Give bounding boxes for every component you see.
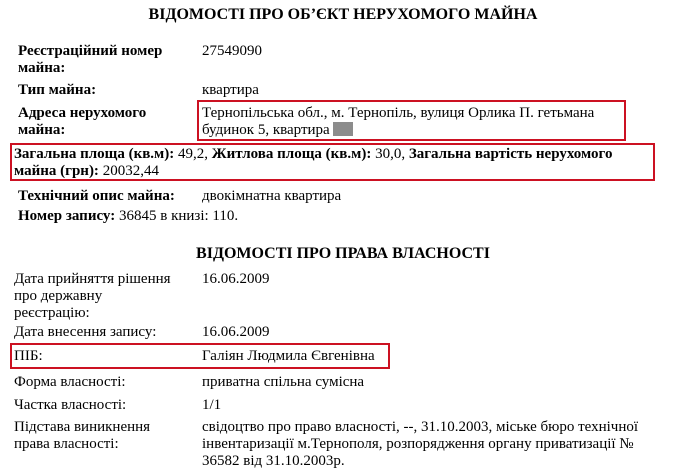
address-label: [18, 105, 146, 139]
basis-value-line1: свідоцтво про право власності, --, 31.10.2003, міське бюро технічної: [202, 419, 639, 435]
decision-date-label-line3: реєстрацію:: [14, 305, 90, 321]
basis-label-line2: права власності:: [14, 436, 119, 452]
tech-desc-label: Технічний опис майна:: [18, 188, 175, 204]
decision-date-label: [14, 271, 171, 322]
highlight-box-name: [10, 343, 390, 369]
living-area-label: Житлова площа (кв.м):: [211, 146, 372, 162]
total-area-label: Загальна площа (кв.м):: [14, 146, 175, 162]
highlight-box-address: [197, 100, 626, 141]
address-value-line1: Тернопільська обл., м. Тернопіль, вулиця Орлика П. гетьмана: [202, 105, 595, 121]
reg-number-label: [18, 43, 162, 77]
total-area-value: 49,2,: [178, 146, 209, 162]
reg-number-label-line2: майна:: [18, 60, 66, 76]
share-value: 1/1: [202, 397, 222, 413]
basis-value: [202, 419, 638, 470]
record-line: [18, 208, 238, 225]
address-label-line1: Адреса нерухомого: [18, 105, 147, 121]
entry-date-value: 16.06.2009: [202, 324, 270, 340]
object-section-title: ВІДОМОСТІ ПРО ОБ’ЄКТ НЕРУХОМОГО МАЙНА: [148, 6, 538, 23]
share-label: Частка власності:: [14, 397, 127, 413]
basis-label-line1: Підстава виникнення: [14, 419, 151, 435]
address-label-line2: майна:: [18, 122, 66, 138]
total-cost-label-1: Загальна вартість нерухомого: [408, 146, 613, 162]
basis-value-line2: інвентаризації м.Тернополя, розпорядження органу приватизації №: [202, 436, 634, 452]
address-value-line2-text: будинок 5, квартира: [202, 122, 330, 138]
decision-date-value: 16.06.2009: [202, 271, 270, 287]
rights-section-title: ВІДОМОСТІ ПРО ПРАВА ВЛАСНОСТІ: [196, 245, 490, 262]
type-label: Тип майна:: [18, 82, 97, 98]
record-label: Номер запису:: [18, 208, 116, 224]
tech-desc-value: двокімнатна квартира: [202, 188, 342, 204]
total-cost-label-2: майна (грн):: [14, 163, 99, 179]
decision-date-label-line2: про державну: [14, 288, 103, 304]
basis-value-line3: 36582 від 31.10.2003р.: [202, 453, 345, 469]
name-label: ПІБ:: [14, 348, 43, 364]
name-value: Галіян Людмила Євгенівна: [202, 348, 375, 364]
entry-date-label: Дата внесення запису:: [14, 324, 157, 340]
reg-number-label-line1: Реєстраційний номер: [18, 43, 163, 59]
ownership-form-label: Форма власності:: [14, 374, 126, 390]
basis-label: [14, 419, 150, 453]
reg-number-value: 27549090: [202, 43, 262, 59]
living-area-value: 30,0,: [375, 146, 406, 162]
highlight-box-area: [10, 143, 655, 181]
ownership-form-value: приватна спільна сумісна: [202, 374, 365, 390]
record-value: 36845 в книзі: 110.: [118, 208, 239, 224]
total-cost-value: 20032,44: [102, 163, 159, 179]
decision-date-label-line1: Дата прийняття рішення: [14, 271, 171, 287]
type-value: квартира: [202, 82, 259, 98]
